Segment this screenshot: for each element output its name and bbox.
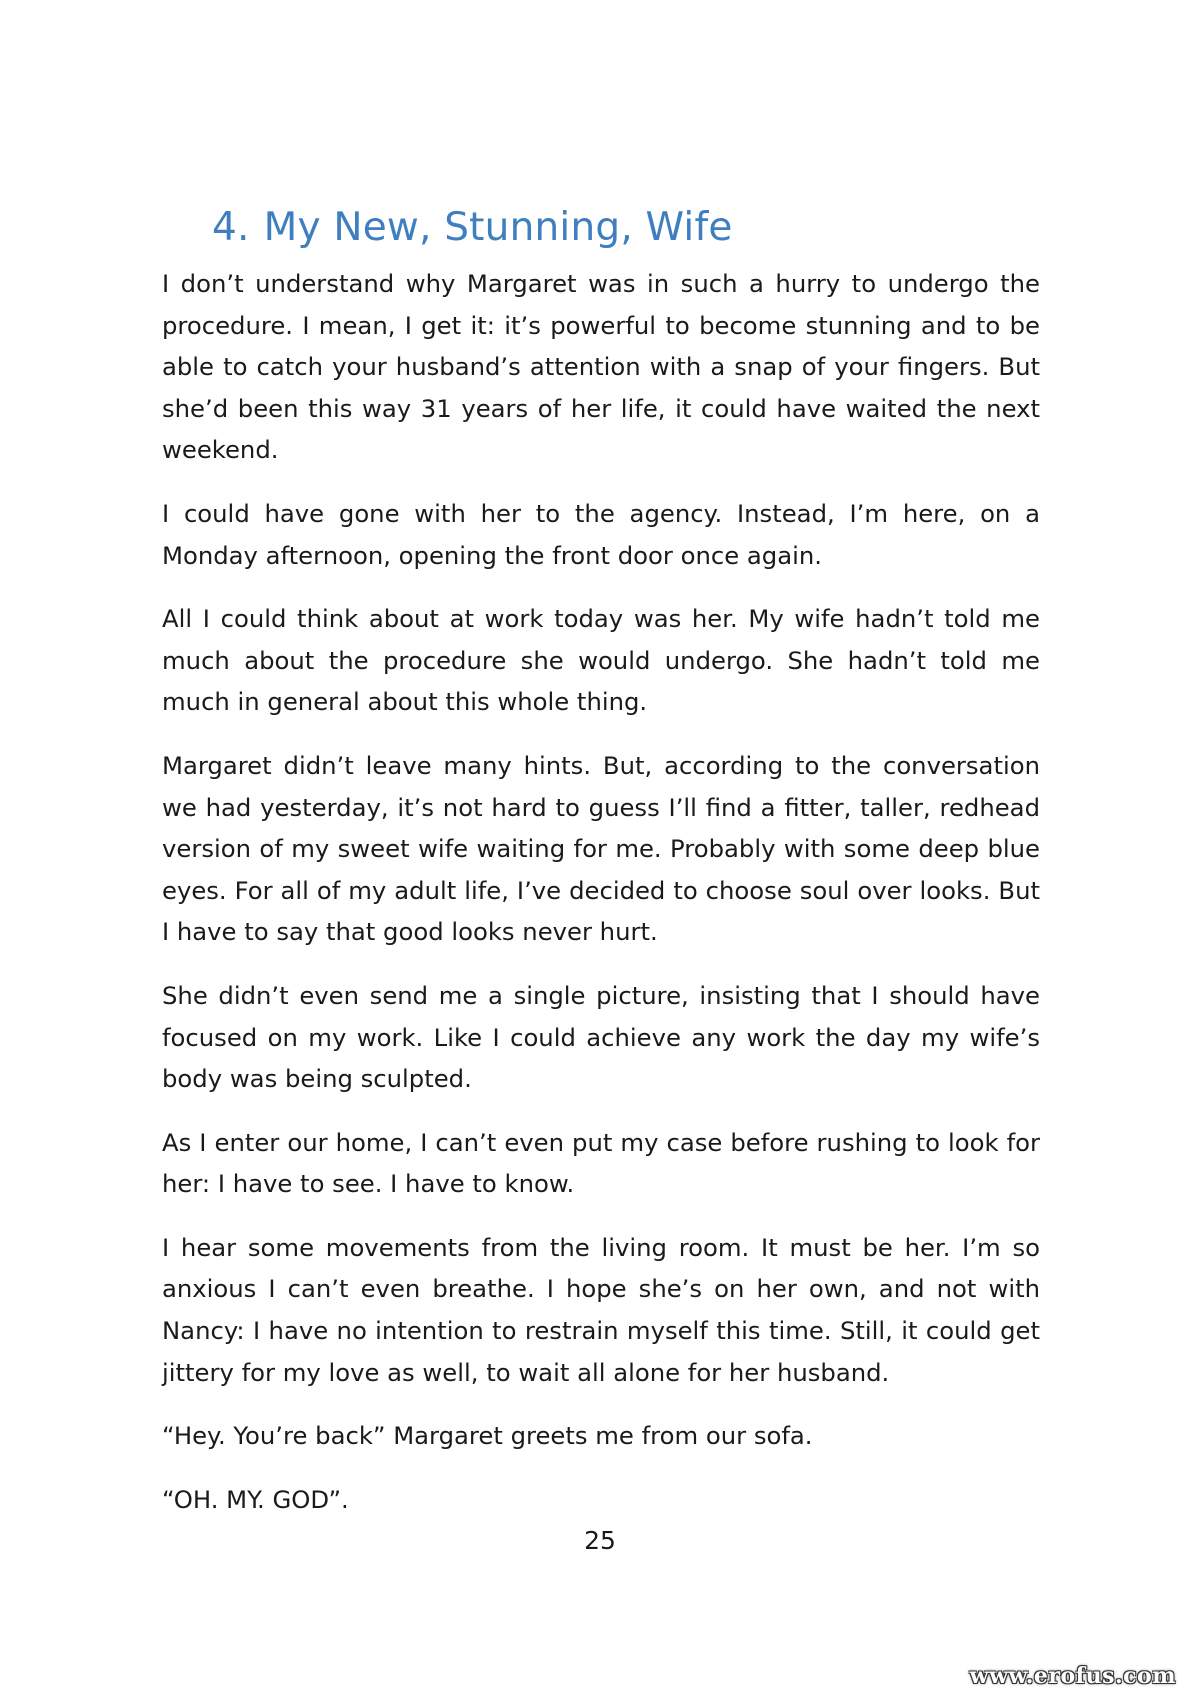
paragraph: As I enter our home, I can’t even put my case before rushing to look for her: I have to see. I have to know. [162,1127,1040,1199]
paragraph: All I could think about at work today was her. My wife hadn’t told me much about the procedure she would undergo. She hadn’t told me much in general about this whole thing. [162,604,1040,717]
site-watermark: www.erofus.com [969,1663,1176,1689]
paragraph: “OH. MY. GOD”. [162,1484,349,1514]
page-number: 25 [584,1526,616,1555]
paragraph: She didn’t even send me a single picture, insisting that I should have focused on my work. Like I could achieve any work the day my wife’s body was being sculpted. [162,980,1040,1094]
paragraph: I could have gone with her to the agency. Instead, I’m here, on a Monday afternoon, opening the front door once again. [162,498,1040,570]
paragraph: “Hey. You’re back” Margaret greets me from our sofa. [162,1421,813,1451]
paragraph: I hear some movements from the living room. It must be her. I’m so anxious I can’t even breathe. I hope she’s on her own, and not with Nancy: I have no intention to restrain myself this time. Still, it could get jittery for my love as well, to wait all alone for her husband. [162,1232,1040,1387]
chapter-number: 4. [212,205,250,250]
paragraph: I don’t understand why Margaret was in such a hurry to undergo the procedure. I mean, I get it: it’s powerful to become stunning and to be able to catch your husband’s attention with a snap of your fingers. But she’d been this way 31 years of her life, it could have waited the next weekend. [162,269,1040,465]
chapter-body [162,263,1040,1542]
paragraph: Margaret didn’t leave many hints. But, according to the conversation we had yesterday, it’s not hard to guess I’ll find a fitter, taller, redhead version of my sweet wife waiting for me. Probably with some deep blue eyes. For all of my adult life, I’ve decided to choose soul over looks. But I have to say that good looks never hurt. [162,750,1040,947]
chapter-heading [212,205,733,250]
chapter-title: My New, Stunning, Wife [263,205,733,250]
